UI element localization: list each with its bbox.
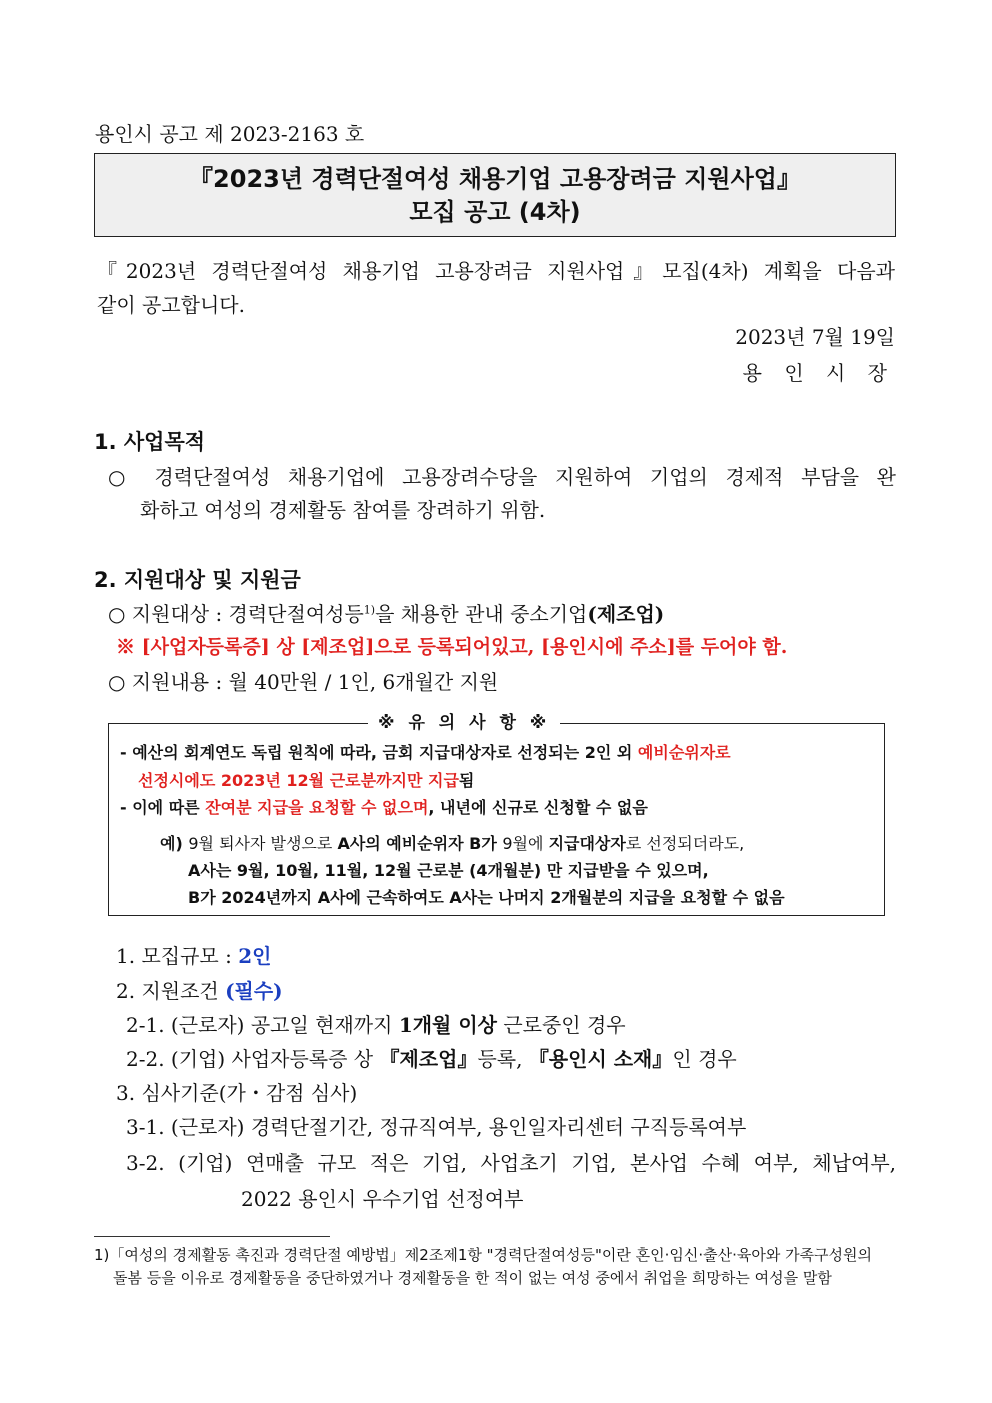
support-conditions-label: 2. 지원조건: [116, 979, 226, 1003]
caution-line-2-a: - 이에 따른: [120, 798, 206, 817]
example-part-5: 로 선정되더라도,: [625, 834, 745, 853]
example-part-4: 지급대상자: [548, 834, 626, 853]
condition-2-1-b: 근로중인 경우: [496, 1013, 626, 1037]
review-criteria: 3. 심사기준(가・감점 심사): [116, 1081, 358, 1105]
condition-2-2-a: 2-2. (기업) 사업자등록증 상: [126, 1047, 380, 1071]
condition-2-2-bold-1: 『제조업』: [379, 1047, 478, 1071]
intro-line-2: 같이 공고합니다.: [97, 293, 245, 317]
condition-2-2-bold-2: 『용인시 소재』: [528, 1047, 673, 1071]
condition-2-2: [126, 1043, 737, 1072]
caution-line-2: [120, 795, 648, 818]
issuer: 용 인 시 장: [742, 361, 895, 385]
section-2-heading: 2. 지원대상 및 지원금: [94, 568, 301, 592]
target-note: ※ [사업자등록증] 상 [제조업]으로 등록되어있고, [용인시에 주소]를 두어야 함.: [116, 636, 788, 658]
caution-line-1: [120, 740, 731, 763]
example-line-3: B가 2024년까지 A사에 근속하여도 A사는 나머지 2개월분의 지급을 요청할 수 없음: [188, 888, 785, 907]
caution-title: ※ 유 의 사 항 ※: [368, 708, 560, 733]
example-part-2: A사의 예비순위자 B가: [337, 834, 503, 853]
footnote-line-1: 1)「여성의 경제활동 촉진과 경력단절 예방법」제2조제1항 "경력단절여성등"이란 혼인·임신·출산·육아와 가족구성원의: [94, 1246, 873, 1264]
caution-line-1b-red: 선정시에도 2023년 12월 근로분까지만 지급: [138, 771, 459, 790]
recruit-scale: [116, 940, 271, 969]
notice-number: 용인시 공고 제 2023-2163 호: [95, 122, 365, 146]
example-line-1: [160, 831, 744, 854]
support-conditions-required: (필수): [225, 979, 283, 1003]
caution-line-1b: [138, 768, 474, 791]
footnote-ref: 1): [363, 603, 376, 617]
footnote-line-2: 돌봄 등을 이유로 경제활동을 중단하였거나 경제활동을 한 적이 없는 여성 중에서 취업을 희망하는 여성을 말함: [113, 1269, 832, 1287]
condition-2-2-b: 등록,: [477, 1047, 529, 1071]
title-box: [94, 153, 896, 237]
criteria-3-2: 3-2. (기업) 연매출 규모 적은 기업, 사업초기 기업, 본사업 수혜 여부, 체납여부,: [126, 1151, 896, 1175]
target-industry: (제조업): [587, 602, 665, 626]
purpose-line-1: ○ 경력단절여성 채용기업에 고용장려수당을 지원하여 기업의 경제적 부담을 완: [108, 465, 896, 489]
title-line-2: 모집 공고 (4차): [409, 198, 581, 226]
example-line-2: A사는 9월, 10월, 11월, 12월 근로분 (4개월분) 만 지급받을 수 있으며,: [188, 861, 709, 880]
footnote-divider: [94, 1236, 330, 1237]
target-prefix: ○ 지원대상 : 경력단절여성등: [108, 602, 364, 626]
caution-line-1-text: - 예산의 회계연도 독립 원칙에 따라, 금회 지급대상자로 선정되는 2인 외: [120, 743, 638, 762]
title-line-1: 『2023년 경력단절여성 채용기업 고용장려금 지원사업』: [189, 165, 801, 193]
example-label: 예): [160, 834, 189, 853]
support-target: [108, 598, 664, 627]
example-part-3: 9월에: [502, 834, 549, 853]
condition-2-1-a: 2-1. (근로자) 공고일 현재까지: [126, 1013, 399, 1037]
example-part-1: 9월 퇴사자 발생으로: [188, 834, 338, 853]
caution-line-1-red: 예비순위자로: [637, 743, 731, 762]
support-conditions: [116, 975, 283, 1004]
purpose-line-2: 화하고 여성의 경제활동 참여를 장려하기 위함.: [140, 498, 546, 522]
recruit-scale-label: 1. 모집규모 :: [116, 944, 239, 968]
caution-line-2-red: 잔여분 지급을 요청할 수 없으며: [205, 798, 429, 817]
criteria-3-1: 3-1. (근로자) 경력단절기간, 정규직여부, 용인일자리센터 구직등록여부: [126, 1115, 747, 1139]
section-1-heading: 1. 사업목적: [94, 430, 206, 454]
criteria-3-2-line-2: 2022 용인시 우수기업 선정여부: [241, 1187, 524, 1211]
recruit-scale-value: 2인: [238, 944, 272, 968]
condition-2-2-c: 인 경우: [672, 1047, 737, 1071]
condition-2-1-bold: 1개월 이상: [398, 1013, 497, 1037]
condition-2-1: [126, 1009, 626, 1038]
target-mid: 을 채용한 관내 중소기업: [375, 602, 588, 626]
notice-date: 2023년 7월 19일: [735, 325, 895, 349]
caution-line-1b-end: 됨: [458, 771, 475, 790]
intro-line-1: 『2023년 경력단절여성 채용기업 고용장려금 지원사업』모집(4차) 계획을 다음과: [97, 259, 895, 283]
support-content: ○ 지원내용 : 월 40만원 / 1인, 6개월간 지원: [108, 670, 499, 694]
caution-line-2-b: , 내년에 신규로 신청할 수 없음: [428, 798, 648, 817]
